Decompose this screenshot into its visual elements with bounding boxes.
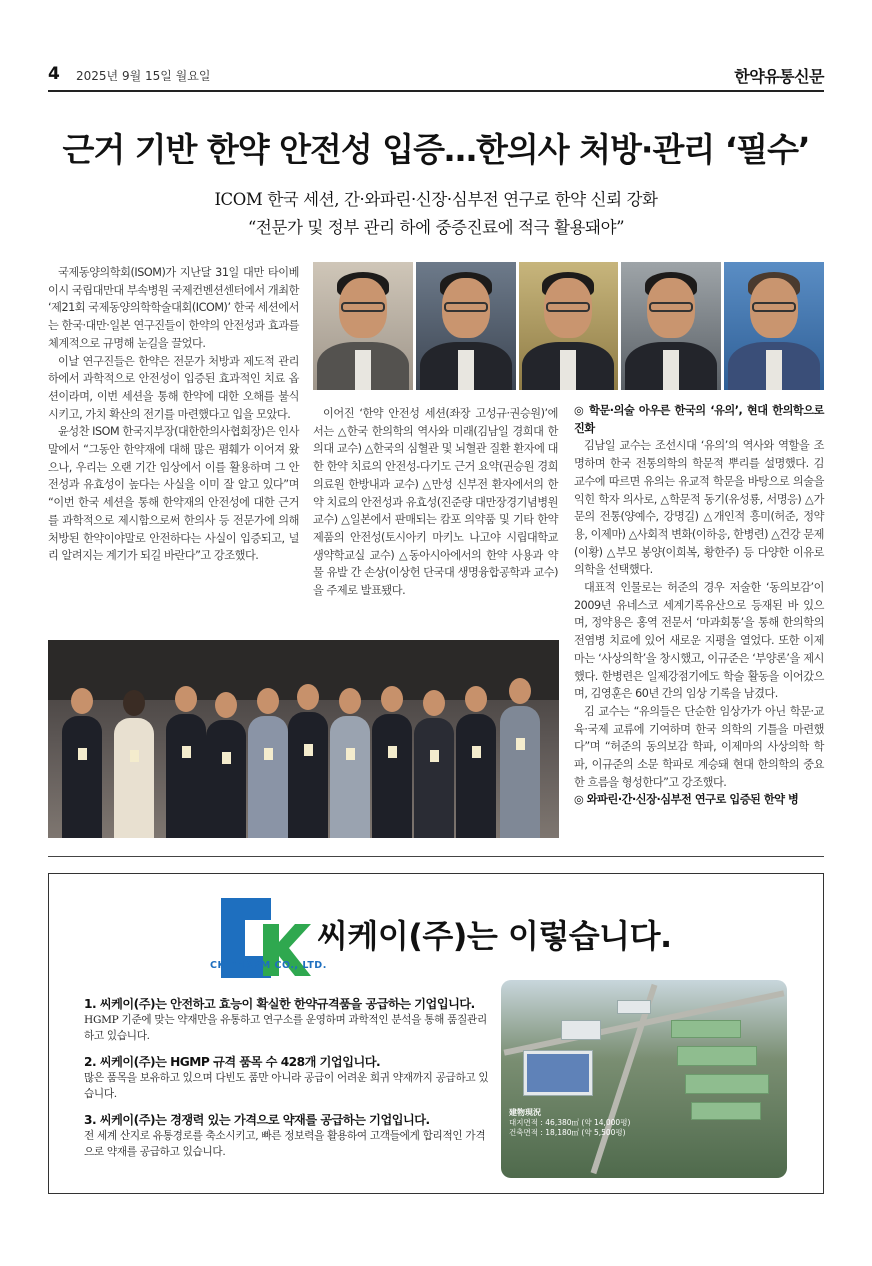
page-number: 4	[48, 64, 60, 84]
paragraph: 대표적 인물로는 허준의 경우 저술한 ‘동의보감’이 2009년 유네스코 세계기록유산으로 등재된 바 있으며, 정약용은 홍역 전문서 ‘마과회통’을 통해 한의학의 전염병 치료에 있어 새로운 지평을 열었다. 또한 이제마는 ‘사상의학’을 창시했고, 이규준은 ‘부양론’을 제시했다. 한병련은 일제강점기에도 학술 활동을 이어갔으며, 김영훈은 60년 간의 임상 기록을 남겼다.	[574, 581, 824, 701]
headline: 근거 기반 한약 안전성 입증…한의사 처방·관리 ‘필수’	[62, 130, 810, 169]
paragraph: 이어진 ‘한약 안전성 세션(좌장 고성규·권승원)’에서는 △한국 한의학의 역사와 미래(김남일 경희대 한의대 교수) △한국의 심혈관 및 뇌혈관 질환 환자에 대한 한약 치료의 안전성-다기도 근거 요약(권승원 경희의료원 한방내과 교수) △만성 신부전 환자에서의 한약 치료의 안전성과 유효성(진준량 대만장경기념병원 교수) △일본에서 판매되는 캄포 의약품 및 기타 한약 제품의 안전성(토시아키 마키노 나고야 시립대학교 생약학교실 교수) △동아시아에서의 한약 사용과 약물 유발 간 손상(이상헌 단국대 생명융합공학과 교수)을 주제로 발표됐다.	[313, 407, 558, 598]
ad-title: 씨케이(주)는 이렇습니다.	[317, 917, 672, 955]
section-heading: ◎ 학문·의술 아우른 한국의 ‘유의’, 현대 한의학으로 진화	[574, 404, 824, 435]
page-header	[48, 64, 824, 90]
article-column-2	[313, 405, 558, 600]
logo-subtitle: CK PHARM CO., LTD.	[210, 960, 327, 971]
person-figure	[166, 686, 206, 838]
advertisement	[48, 873, 824, 1194]
article-column-3	[574, 402, 824, 809]
factory-aerial-image	[501, 980, 787, 1178]
person-figure	[372, 686, 412, 838]
ad-point-body: 전 세계 산지로 유통경로를 축소시키고, 빠른 정보력을 활용하여 고객들에게 합리적인 가격으로 약재를 공급하고 있습니다.	[84, 1130, 486, 1158]
paragraph: 국제동양의학회(ISOM)가 지난달 31일 대만 타이베이시 국립대만대 부속병원 국제컨벤션센터에서 개최한 ‘제21회 국제동양의학학술대회(ICOM)’ 한국 세션에서는 한국·대만·일본 연구진들이 한약의 안전성과 효과를 체계적으로 규명해 눈길을 끌었다.	[48, 266, 299, 350]
subhead-1: ICOM 한국 세션, 간·와파린·신장·심부전 연구로 한약 신뢰 강화	[214, 190, 658, 209]
section-divider	[48, 856, 824, 857]
ad-point	[84, 996, 494, 1044]
person-figure	[414, 690, 454, 838]
person-figure	[248, 688, 288, 838]
ad-point	[84, 1054, 494, 1102]
paragraph: 윤성찬 ISOM 한국지부장(대한한의사협회장)은 인사말에서 “그동안 한약재에 대해 많은 폄훼가 이어져 왔으나, 우리는 오랜 기간 임상에서 이를 활용하며 그 안전성과 유효성이 높다는 사실을 이미 잘 알고 있다”며 “이번 한국 세션을 통해 한약재의 안전성에 대한 근거를 과학적으로 제시함으로써 한의사 등 전문가에 의해 처방된 한약이야말로 안전하다는 사실이 입증되고, 널리 알려지는 계기가 되길 바란다”고 강조했다.	[48, 425, 299, 563]
section-heading: ◎ 와파린·간·신장·심부전 연구로 입증된 한약 병	[574, 793, 799, 807]
ad-point-body: 많은 품목을 보유하고 있으며 다빈도 품만 아니라 공급이 어려운 희귀 약재까지 공급하고 있습니다.	[84, 1072, 489, 1100]
site-info-line: 대지면적 : 46,380㎡ (약 14,000평)	[509, 1118, 631, 1127]
site-info-line: 건축면적 : 18,180㎡ (약 5,500평)	[509, 1128, 626, 1137]
speaker-portraits	[313, 262, 824, 390]
ad-point	[84, 1112, 494, 1160]
person-figure	[330, 688, 370, 838]
person-figure	[500, 678, 540, 838]
ad-points	[84, 996, 494, 1170]
speaker-photo	[724, 262, 824, 390]
site-info-title: 建物現況	[509, 1108, 541, 1117]
ad-point-title: 1. 씨케이(주)는 안전하고 효능이 확실한 한약규격품을 공급하는 기업입니다.	[84, 997, 475, 1011]
speaker-photo	[519, 262, 619, 390]
paragraph: 김 교수는 “유의들은 단순한 임상가가 아닌 학문·교육·국제 교류에 기여하며 한국 의학의 기틀을 마련했다”며 “허준의 동의보감 학파, 이제마의 사상의학 학파, 이규준의 소문 학파로 계승돼 현대 한의학의 중요한 흐름을 형성한다”고 강조했다.	[574, 704, 824, 789]
speaker-photo	[621, 262, 721, 390]
ad-point-body: HGMP 기준에 맞는 약재만을 유통하고 연구소를 운영하며 과학적인 분석을 통해 품질관리 하고 있습니다.	[84, 1014, 487, 1042]
paragraph: 김남일 교수는 조선시대 ‘유의’의 역사와 역할을 조명하며 한국 전통의학의 학문적 뿌리를 설명했다. 김 교수에 따르면 유의는 유교적 학문을 바탕으로 의술을 익힌 학자 의사로, △학문적 동기(유성룡, 서명응) △가문의 전통(양예수, 강명길) △개인적 흥미(허준, 정약용, 이제마) △사회적 변화(이하응, 한병련) △건강 문제(이황) △부모 봉양(이희복, 황한주) 등 다양한 이유로 의학을 선택했다.	[574, 439, 824, 577]
person-figure	[206, 692, 246, 838]
paragraph: 이날 연구진들은 한약은 전문가 처방과 제도적 관리 하에서 과학적으로 안전성이 입증된 효과적인 치료 옵션이라며, 이번 세션을 통해 한약에 대한 오해를 불식시키고, 가치 확산의 전기를 마련했다고 입을 모았다.	[48, 354, 299, 421]
speaker-photo	[313, 262, 413, 390]
group-photo	[48, 640, 559, 838]
header-rule	[48, 90, 824, 92]
site-info	[509, 1108, 659, 1138]
paper-name: 한약유통신문	[734, 67, 824, 86]
issue-date: 2025년 9월 15일 월요일	[76, 69, 211, 83]
person-figure	[62, 688, 102, 838]
person-figure	[288, 684, 328, 838]
ck-logo	[215, 890, 313, 988]
person-figure	[114, 690, 154, 838]
ad-point-title: 3. 씨케이(주)는 경쟁력 있는 가격으로 약재를 공급하는 기업입니다.	[84, 1113, 430, 1127]
person-figure	[456, 686, 496, 838]
article-column-1	[48, 264, 299, 565]
subhead-2: “전문가 및 정부 관리 하에 중증진료에 적극 활용돼야”	[247, 218, 625, 237]
ad-point-title: 2. 씨케이(주)는 HGMP 규격 품목 수 428개 기업입니다.	[84, 1055, 381, 1069]
speaker-photo	[416, 262, 516, 390]
